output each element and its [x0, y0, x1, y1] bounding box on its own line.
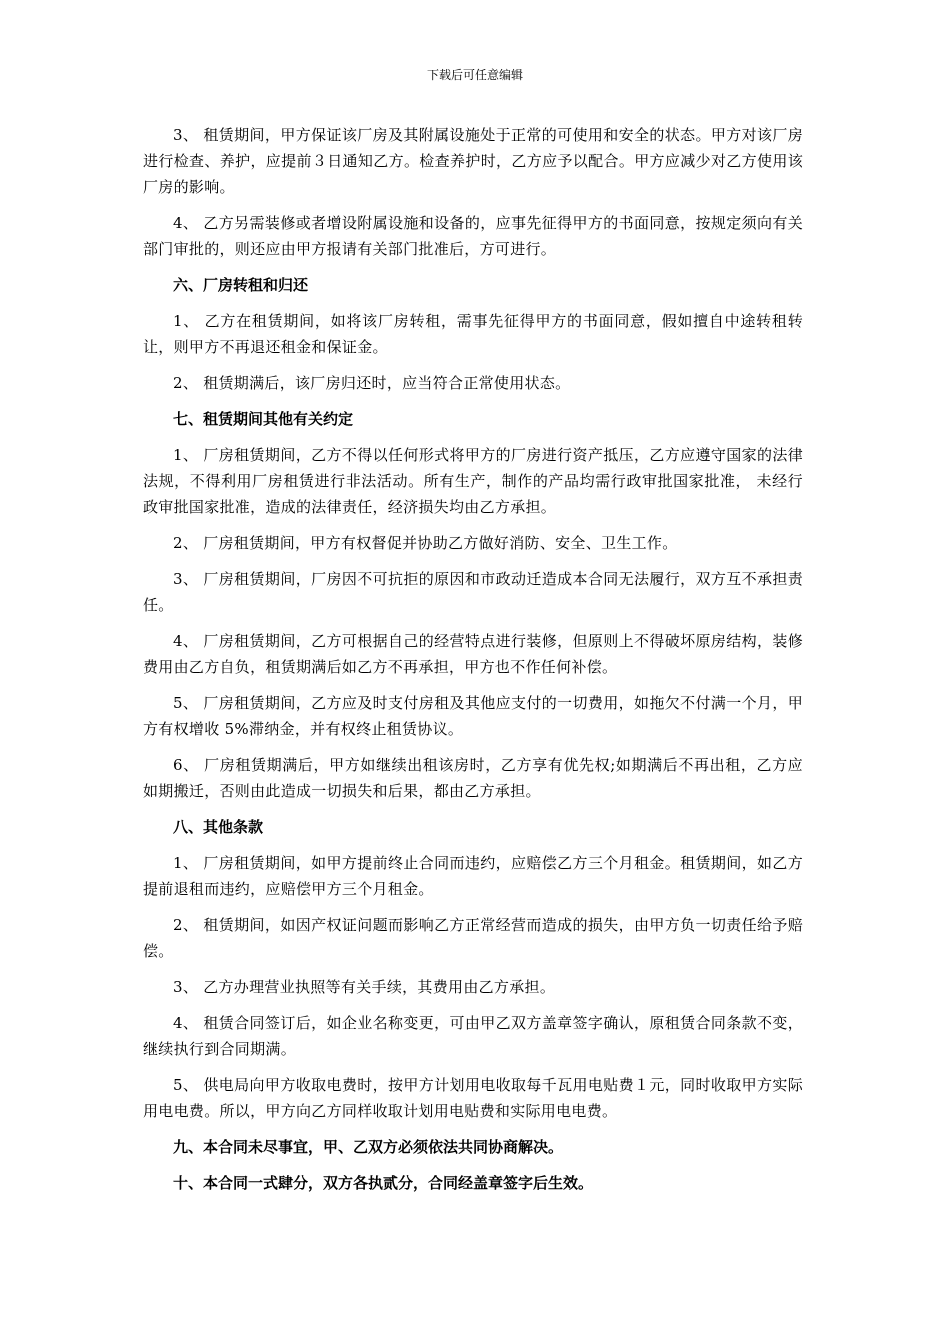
clause-paragraph: 6、 厂房租赁期满后，甲方如继续出租该房时，乙方享有优先权;如期满后不再出租，乙方应如期搬迁，否则由此造成一切损失和后果，都由乙方承担。	[143, 756, 803, 800]
clause-paragraph: 3、 租赁期间，甲方保证该厂房及其附属设施处于正常的可使用和安全的状态。甲方对该厂房进行检查、养护，应提前３日通知乙方。检查养护时，乙方应予以配合。甲方应减少对乙方使用该厂房的影响。	[143, 126, 803, 196]
clause-paragraph: 3、 厂房租赁期间，厂房因不可抗拒的原因和市政动迁造成本合同无法履行，双方互不承担责任。	[143, 570, 803, 614]
clause-paragraph: 4、 乙方另需装修或者增设附属设施和设备的，应事先征得甲方的书面同意，按规定须向有关部门审批的，则还应由甲方报请有关部门批准后，方可进行。	[143, 214, 803, 258]
clause-paragraph: 1、 乙方在租赁期间，如将该厂房转租，需事先征得甲方的书面同意，假如擅自中途转租转让，则甲方不再退还租金和保证金。	[143, 312, 803, 356]
page-header: 下载后可任意编辑	[426, 68, 523, 82]
clause-paragraph: 5、 厂房租赁期间，乙方应及时支付房租及其他应支付的一切费用，如拖欠不付满一个月，甲方有权增收 5%滞纳金，并有权终止租赁协议。	[143, 694, 803, 738]
section-heading: 八、其他条款	[173, 818, 264, 836]
clause-paragraph: 2、 租赁期满后，该厂房归还时，应当符合正常使用状态。	[173, 374, 571, 392]
section-heading: 七、租赁期间其他有关约定	[173, 410, 354, 428]
clause-paragraph: 2、 厂房租赁期间，甲方有权督促并协助乙方做好消防、安全、卫生工作。	[173, 534, 678, 552]
clause-paragraph: 1、 厂房租赁期间，乙方不得以任何形式将甲方的厂房进行资产抵压，乙方应遵守国家的法律法规，不得利用厂房租赁进行非法活动。所有生产，制作的产品均需行政审批国家批准， 未经行政审批国家批准，造成的法律责任，经济损失均由乙方承担。	[143, 446, 803, 516]
clause-paragraph: 4、 租赁合同签订后，如企业名称变更，可由甲乙双方盖章签字确认，原租赁合同条款不变，继续执行到合同期满。	[143, 1014, 803, 1058]
clause-paragraph: 3、 乙方办理营业执照等有关手续，其费用由乙方承担。	[173, 978, 556, 996]
clause-paragraph: 5、 供电局向甲方收取电费时，按甲方计划用电收取每千瓦用电贴费１元，同时收取甲方实际用电电费。所以，甲方向乙方同样收取计划用电贴费和实际用电电费。	[143, 1076, 803, 1120]
section-heading: 六、厂房转租和归还	[173, 276, 309, 294]
clause-paragraph: 1、 厂房租赁期间，如甲方提前终止合同而违约，应赔偿乙方三个月租金。租赁期间，如乙方提前退租而违约，应赔偿甲方三个月租金。	[143, 854, 803, 898]
section-heading: 十、本合同一式肆分，双方各执贰分，合同经盖章签字后生效。	[173, 1174, 594, 1192]
section-heading: 九、本合同未尽事宜，甲、乙双方必须依法共同协商解决。	[173, 1138, 564, 1156]
clause-paragraph: 4、 厂房租赁期间，乙方可根据自己的经营特点进行装修，但原则上不得破坏原房结构，装修费用由乙方自负，租赁期满后如乙方不再承担，甲方也不作任何补偿。	[143, 632, 803, 676]
document-body	[143, 122, 803, 1206]
clause-paragraph: 2、 租赁期间，如因产权证问题而影响乙方正常经营而造成的损失，由甲方负一切责任给予赔偿。	[143, 916, 803, 960]
